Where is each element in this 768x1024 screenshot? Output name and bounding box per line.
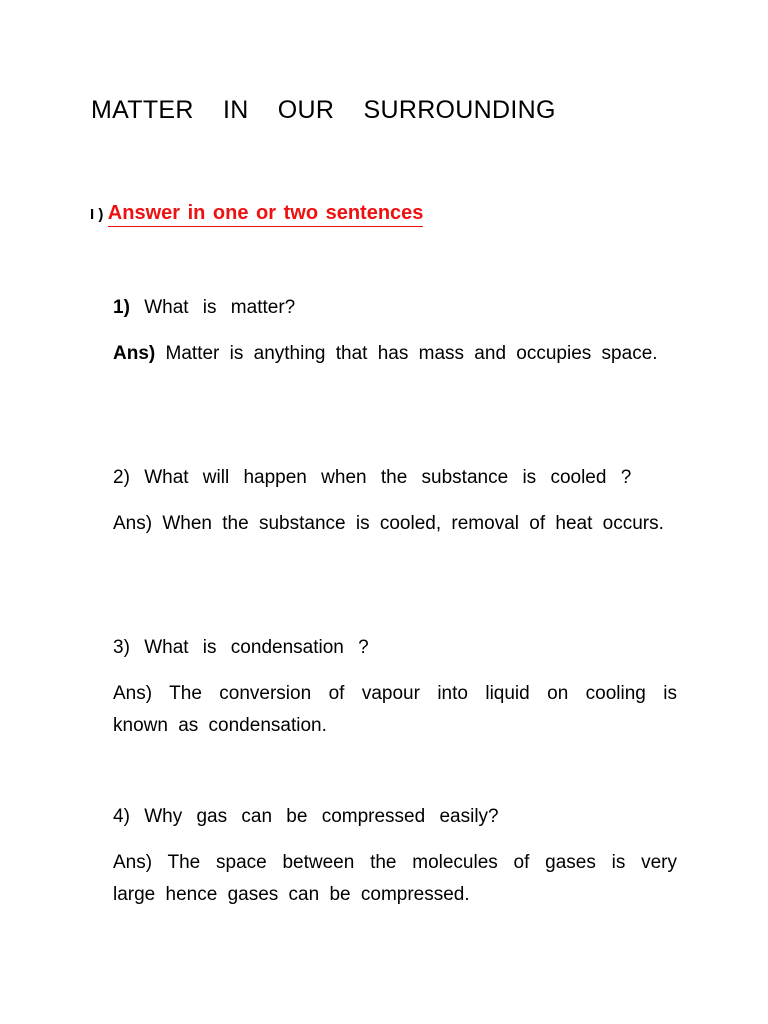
question-text: Why gas can be compressed easily? bbox=[144, 806, 499, 827]
answer-3 bbox=[113, 678, 677, 742]
question-number: 2) bbox=[113, 467, 130, 488]
answer-label: Ans) bbox=[113, 513, 153, 534]
answer-label: Ans) bbox=[113, 683, 153, 704]
question-1 bbox=[113, 292, 677, 324]
answer-label: Ans) bbox=[113, 852, 153, 873]
question-text: What is matter? bbox=[144, 297, 296, 318]
answer-text: The conversion of vapour into liquid on cooling is known as condensation. bbox=[113, 683, 677, 736]
section-heading: Answer in one or two sentences bbox=[108, 202, 424, 227]
question-4 bbox=[113, 801, 677, 833]
answer-text: The space between the molecules of gases is very large hence gases can be compressed. bbox=[113, 852, 677, 905]
question-block-2 bbox=[113, 462, 677, 540]
question-text: What will happen when the substance is cooled ? bbox=[144, 467, 632, 488]
answer-2 bbox=[113, 508, 677, 540]
answer-text: When the substance is cooled, removal of heat occurs. bbox=[162, 513, 664, 534]
question-text: What is condensation ? bbox=[144, 637, 369, 658]
question-block-3 bbox=[113, 632, 677, 742]
section-number: I ) bbox=[90, 206, 104, 223]
question-2 bbox=[113, 462, 677, 494]
question-number: 4) bbox=[113, 806, 130, 827]
question-block-4 bbox=[113, 801, 677, 911]
question-3 bbox=[113, 632, 677, 664]
page-title: MATTER IN OUR SURROUNDING bbox=[91, 96, 556, 124]
question-number: 3) bbox=[113, 637, 130, 658]
answer-1 bbox=[113, 338, 677, 370]
answer-label: Ans) bbox=[113, 343, 156, 364]
answer-4 bbox=[113, 847, 677, 911]
section-header bbox=[90, 202, 423, 225]
question-block-1 bbox=[113, 292, 677, 370]
answer-text: Matter is anything that has mass and occupies space. bbox=[165, 343, 658, 364]
question-number: 1) bbox=[113, 297, 130, 318]
